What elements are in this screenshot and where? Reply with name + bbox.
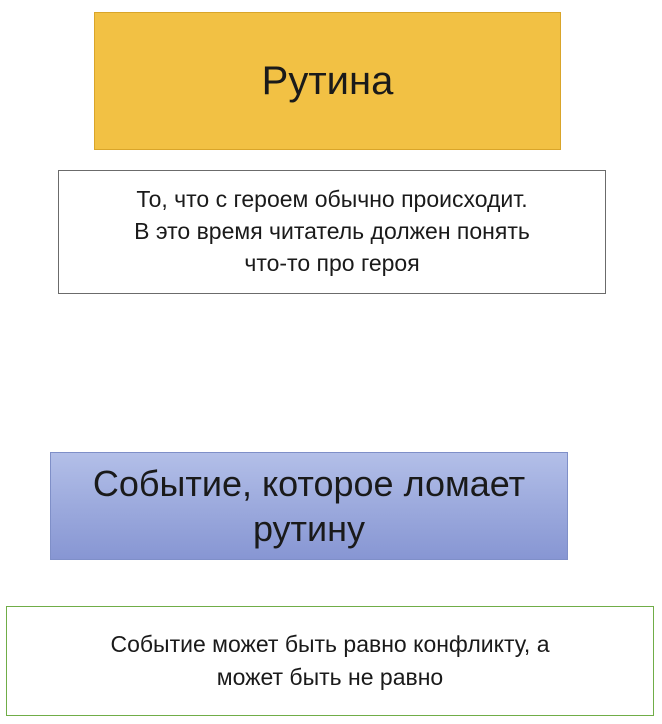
event-box <box>50 452 568 560</box>
event-description-box <box>6 606 654 716</box>
routine-title: Рутина <box>261 59 394 103</box>
event-title-line: Событие, которое ломает <box>92 463 526 504</box>
event-description-text <box>110 628 549 695</box>
event-title-line: рутину <box>252 508 366 549</box>
routine-description-line: что-то про героя <box>244 249 420 276</box>
event-description-line: может быть не равно <box>216 664 444 690</box>
event-description-line: Событие может быть равно конфликту, а <box>110 630 550 657</box>
routine-description-line: То, что с героем обычно происходит. <box>136 186 528 213</box>
routine-description-box <box>58 170 606 294</box>
routine-description-line: В это время читатель должен понять <box>134 218 530 245</box>
routine-description-text <box>134 184 530 279</box>
routine-box <box>94 12 561 150</box>
event-title <box>93 461 525 551</box>
